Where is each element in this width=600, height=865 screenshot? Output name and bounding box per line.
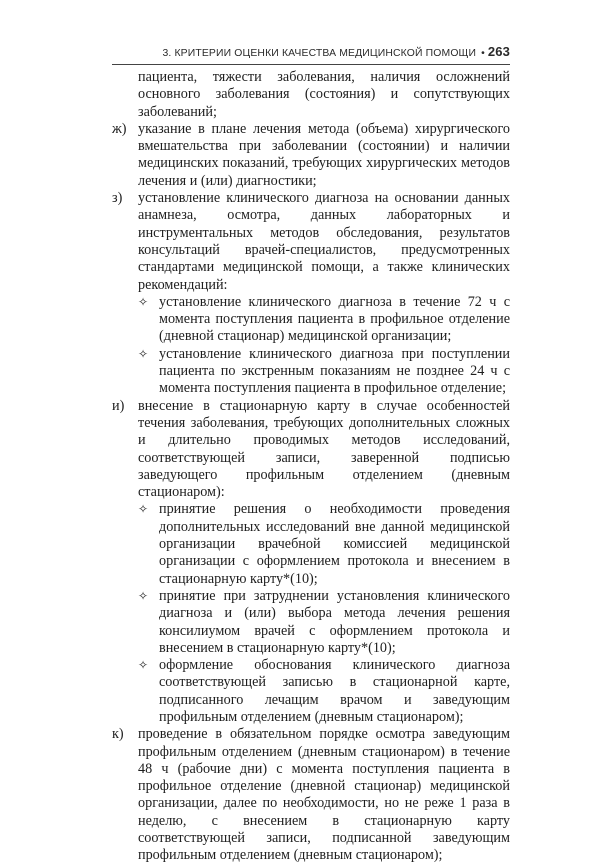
item-text: внесение в стационарную карту в случае особенностей течения заболевания, требующих дополнительных сложных и длительно проводимых методов исследований, соответствующей записи, заверенной подписью заведующего профильным отделением (дневным стационаром): bbox=[138, 397, 510, 501]
item-label: к) bbox=[112, 726, 124, 743]
item-text: установление клинического диагноза на основании данных анамнеза, осмотра, данных лабораторных и инструментальных методов обследования, результатов консультаций врачей-специалистов, предусмотренных стандартами медицинской помощи, а также клинических рекомендаций: bbox=[138, 190, 510, 293]
list-item bbox=[0, 726, 510, 864]
item-label: и) bbox=[112, 397, 125, 414]
sub-item-text: установление клинического диагноза в течение 72 ч с момента поступления пациента в профильное отделение (дневной стационар) медицинской организации; bbox=[159, 293, 510, 345]
sub-list-item bbox=[0, 657, 510, 726]
page-body bbox=[0, 69, 600, 865]
sub-list-item bbox=[0, 346, 510, 398]
list-item bbox=[0, 121, 510, 190]
sub-item-text: принятие при затруднении установления клинического диагноза и (или) выбора метода лечения решения консилиумом врачей с оформлением протокола и внесением в стационарную карту*(10); bbox=[159, 587, 510, 656]
page-number: 263 bbox=[487, 44, 510, 59]
item-label: ж) bbox=[112, 120, 127, 137]
list-item bbox=[0, 190, 510, 294]
diamond-bullet-icon: ✧ bbox=[138, 294, 149, 309]
sub-list-item bbox=[0, 501, 510, 587]
item-text: пациента, тяжести заболевания, наличия осложнений основного заболевания (состояния) и сопутствующих заболеваний; bbox=[138, 69, 510, 120]
header-bullet: • bbox=[481, 48, 485, 59]
sub-item-text: принятие решения о необходимости проведения дополнительных исследований вне данной медицинской организации врачебной комиссией медицинской организации с оформлением протокола и внесением в стационарную карту*(10); bbox=[159, 501, 510, 587]
sub-item-text: оформление обоснования клинического диагноза соответствующей записью в стационарной карте, подписанного лечащим врачом и заведующим профильным отделением (дневным стационаром); bbox=[159, 657, 510, 725]
list-item bbox=[0, 398, 510, 502]
item-text: проведение в обязательном порядке осмотра заведующим профильным отделением (дневным стационаром) в течение 48 ч (рабочие дни) с момента поступления пациента в профильное отделение (дневной стационар) медицинской организации, далее по необходимости, но не реже 1 раза в неделю, с внесением в стационарную карту соответствующей записи, подписанной заведующим профильным отделением (дневным стационаром); bbox=[138, 726, 510, 864]
sub-item-text: установление клинического диагноза при поступлении пациента по экстренным показаниям не позднее 24 ч с момента поступления пациента в профильное отделение; bbox=[159, 345, 510, 397]
item-label: з) bbox=[112, 190, 123, 207]
diamond-bullet-icon: ✧ bbox=[138, 658, 149, 673]
sub-list-item bbox=[0, 588, 510, 657]
list-item bbox=[0, 69, 510, 121]
diamond-bullet-icon: ✧ bbox=[138, 588, 149, 603]
diamond-bullet-icon: ✧ bbox=[138, 346, 149, 361]
diamond-bullet-icon: ✧ bbox=[138, 502, 149, 517]
running-title: 3. КРИТЕРИИ ОЦЕНКИ КАЧЕСТВА МЕДИЦИНСКОЙ ПОМОЩИ bbox=[162, 48, 477, 59]
header-rule bbox=[112, 64, 510, 65]
item-text: указание в плане лечения метода (объема) хирургического вмешательства при заболевании (состоянии) и наличии медицинских показаний, требующих хирургических методов лечения и (или) диагностики; bbox=[138, 120, 510, 189]
running-header bbox=[112, 44, 510, 64]
sub-list-item bbox=[0, 294, 510, 346]
